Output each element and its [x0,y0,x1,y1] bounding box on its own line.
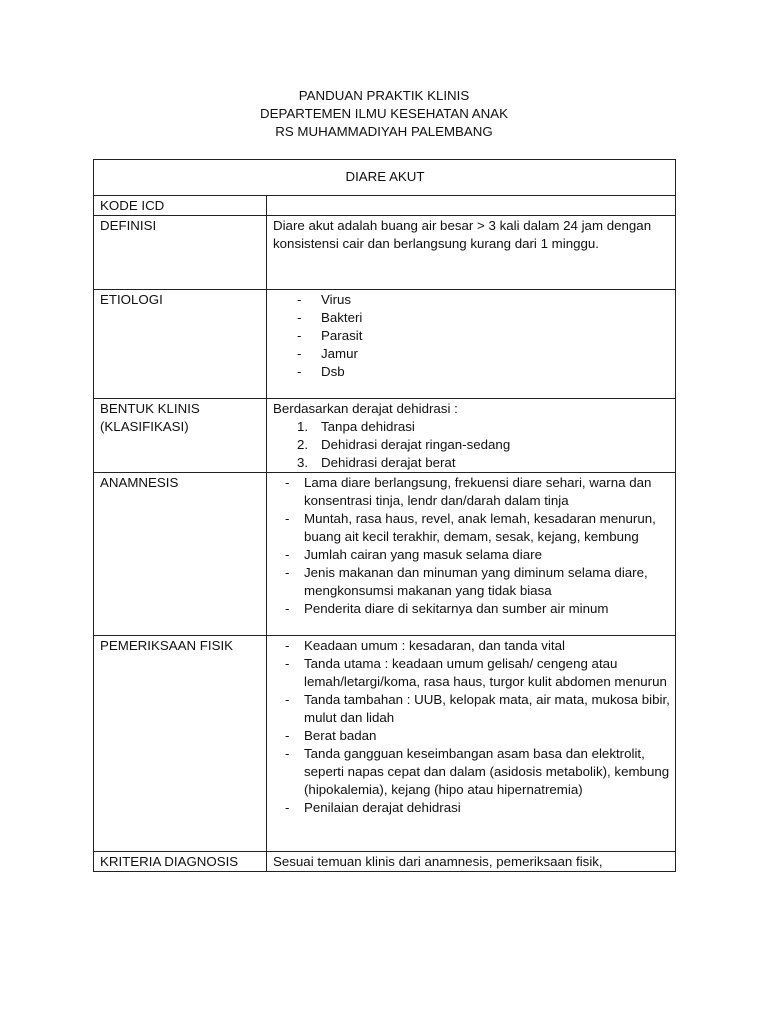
header-department: DEPARTEMEN ILMU KESEHATAN ANAK [259,106,509,121]
list-item: - Tanda utama : keadaan umum gelisah/ cengeng atau lemah/letargi/koma, rasa haus, turgor kulit abdomen menurun [273,655,670,691]
document-header [0,87,768,141]
row-label-pemeriksaan-fisik: PEMERIKSAAN FISIK [94,636,267,852]
definisi-text: Diare akut adalah buang air besar > 3 kali dalam 24 jam dengan konsistensi cair dan berlangsung kurang dari 1 minggu. [273,218,652,251]
list-item: - Muntah, rasa haus, revel, anak lemah, kesadaran menurun, buang ait kecil terakhir, demam, sesak, kejang, kembung [273,510,670,546]
row-value-definisi [267,216,676,290]
list-item: - Berat badan [273,727,670,745]
list-item [273,454,670,472]
row-value-bentuk-klinis [267,399,676,473]
list-item: - Dsb [273,363,670,381]
list-number: 2. [297,437,309,452]
row-value-etiologi [267,290,676,399]
list-item: - Tanda tambahan : UUB, kelopak mata, air mata, mukosa bibir, mulut dan lidah [273,691,670,727]
list-item: - Keadaan umum : kesadaran, dan tanda vital [273,637,670,655]
list-item: - Lama diare berlangsung, frekuensi diare sehari, warna dan konsentrasi tinja, lendr dan/darah dalam tinja [273,474,670,510]
row-label-kriteria-diagnosis: KRITERIA DIAGNOSIS [94,852,267,872]
list-number: 1. [297,419,309,434]
list-item-text: Dehidrasi derajat ringan-sedang [321,437,511,452]
list-item: - Bakteri [273,309,670,327]
row-label-etiologi: ETIOLOGI [94,290,267,399]
table-row-etiologi [94,290,676,399]
list-item: - Penderita diare di sekitarnya dan sumber air minum [273,600,670,618]
table-row-bentuk-klinis [94,399,676,473]
clinical-guide-table [93,159,676,872]
bentuk-klinis-intro: Berdasarkan derajat dehidrasi : [273,401,458,416]
row-value-pemeriksaan-fisik [267,636,676,852]
list-item: - Penilaian derajat dehidrasi [273,799,670,817]
row-label-kode-icd: KODE ICD [94,196,267,216]
row-label-definisi: DEFINISI [94,216,267,290]
row-label-anamnesis: ANAMNESIS [94,473,267,636]
bentuk-klinis-list [273,418,670,472]
table-title: DIARE AKUT [94,160,676,196]
list-item: - Jamur [273,345,670,363]
header-guide-title: PANDUAN PRAKTIK KLINIS [298,88,470,103]
list-item: - Tanda gangguan keseimbangan asam basa dan elektrolit, seperti napas cepat dan dalam (asidosis metabolik), kembung (hipokalemia), kejang (hipo atau hipernatremia) [273,745,670,799]
row-value-anamnesis [267,473,676,636]
etiologi-list [273,291,670,381]
table-row-pemeriksaan-fisik [94,636,676,852]
header-hospital: RS MUHAMMADIYAH PALEMBANG [275,124,493,139]
table-title-row [94,160,676,196]
list-item: - Virus [273,291,670,309]
list-item [273,436,670,454]
list-number: 3. [297,455,309,470]
list-item: - Jenis makanan dan minuman yang diminum selama diare, mengkonsumsi makanan yang tidak biasa [273,564,670,600]
list-item [273,418,670,436]
list-item-text: Tanpa dehidrasi [321,419,415,434]
row-value-kriteria-diagnosis: Sesuai temuan klinis dari anamnesis, pemeriksaan fisik, [267,852,676,872]
table-row-anamnesis [94,473,676,636]
row-label-bentuk-klinis: BENTUK KLINIS (KLASIFIKASI) [94,399,267,473]
anamnesis-list [273,474,670,618]
list-item: - Jumlah cairan yang masuk selama diare [273,546,670,564]
pemeriksaan-fisik-list [273,637,670,817]
list-item: - Parasit [273,327,670,345]
table-row-definisi [94,216,676,290]
table-row-kriteria-diagnosis [94,852,676,872]
row-value-kode-icd [267,196,676,216]
list-item-text: Dehidrasi derajat berat [321,455,456,470]
table-row-kode-icd [94,196,676,216]
